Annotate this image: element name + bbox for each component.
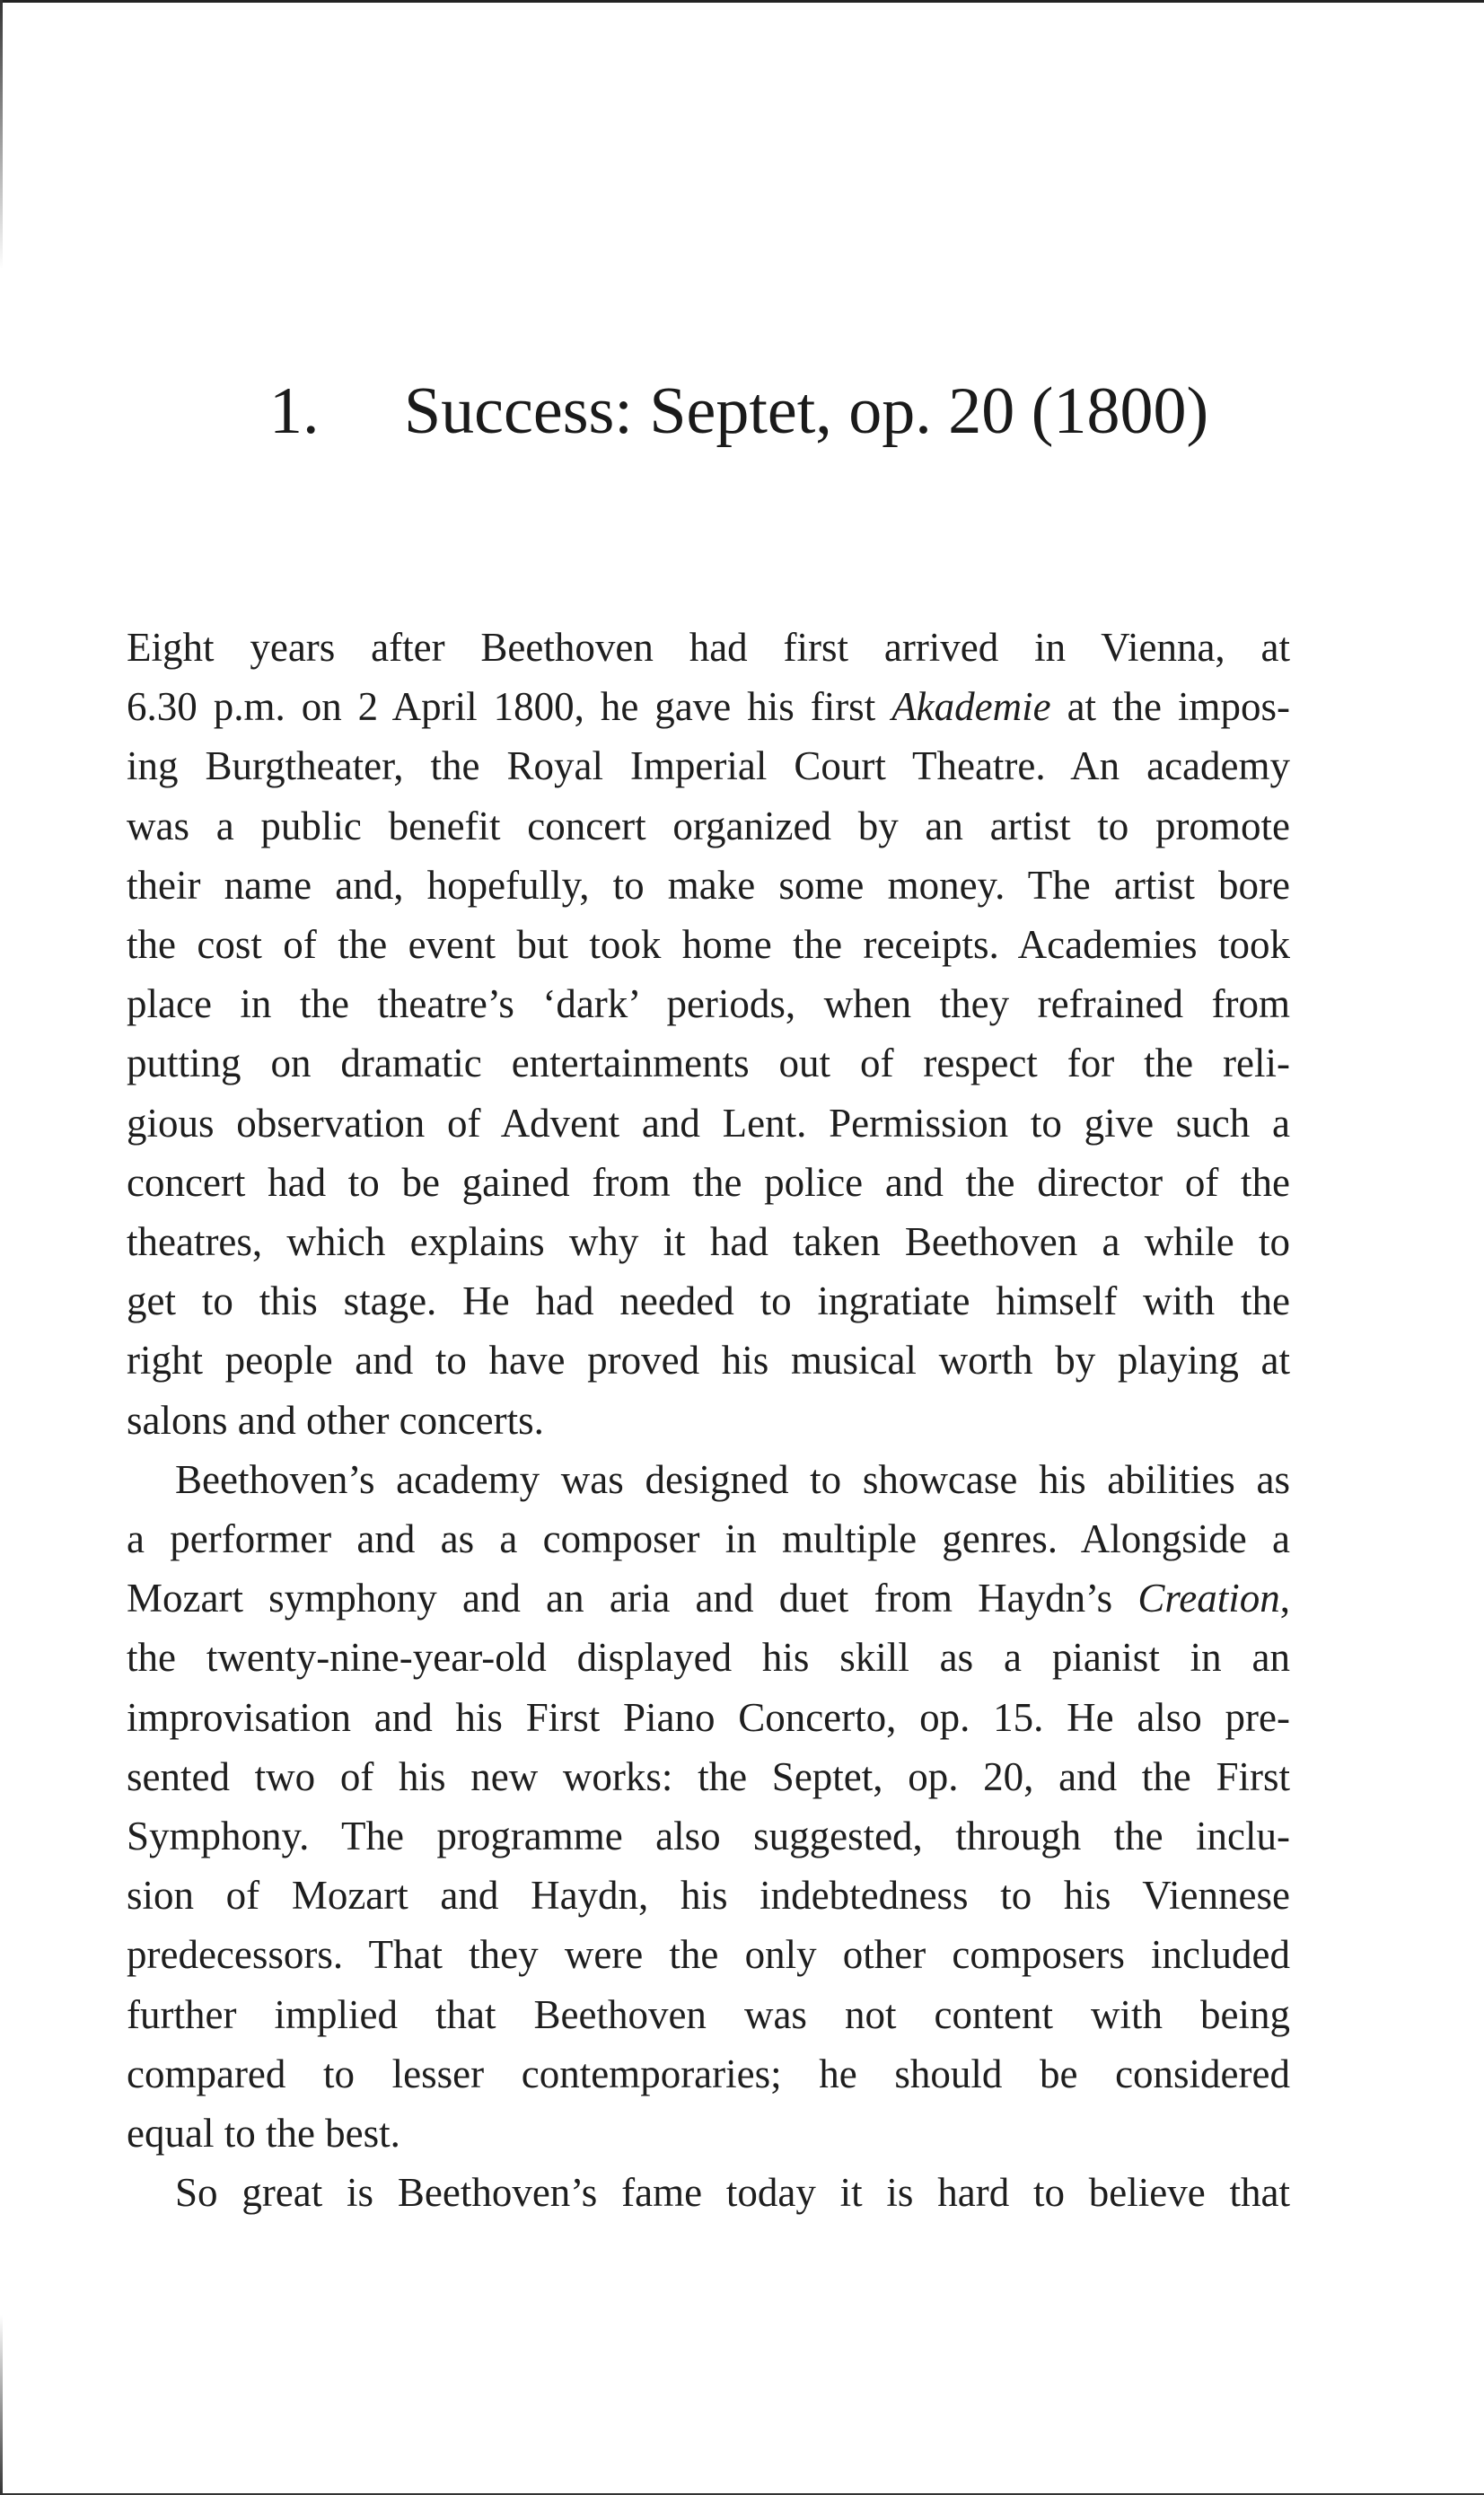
text-line: gious observation of Advent and Lent. Permission to give such a bbox=[127, 1100, 1290, 1146]
text-line: 6.30 p.m. on 2 April 1800, he gave his first Akademie at the impos- bbox=[127, 684, 1290, 730]
text-line: Mozart symphony and an aria and duet from Haydn’s Creation, bbox=[127, 1576, 1290, 1621]
italic-title: Akademie bbox=[891, 684, 1051, 730]
text-line: Beethoven’s academy was designed to showcase his abilities as bbox=[175, 1456, 1290, 1502]
text-line: place in the theatre’s ‘dark’ periods, when they refrained from bbox=[127, 981, 1290, 1027]
text-line: concert had to be gained from the police and the director of the bbox=[127, 1159, 1290, 1205]
text-line: predecessors. That they were the only other composers included bbox=[127, 1932, 1290, 1978]
text-line: compared to lesser contemporaries; he should be considered bbox=[127, 2051, 1290, 2096]
text-line: was a public benefit concert organized by an artist to promote bbox=[127, 803, 1290, 848]
text-line: Symphony. The programme also suggested, through the inclu- bbox=[127, 1814, 1290, 1859]
chapter-number: 1. bbox=[269, 374, 320, 448]
text-line: ing Burgtheater, the Royal Imperial Court Theatre. An academy bbox=[127, 743, 1290, 789]
text-line: a performer and as a composer in multiple genres. Alongside a bbox=[127, 1516, 1290, 1562]
page-left-edge-shadow-bottom bbox=[0, 2315, 3, 2495]
text-line: further implied that Beethoven was not content with being bbox=[127, 1991, 1290, 2037]
text-line: their name and, hopefully, to make some money. The artist bore bbox=[127, 862, 1290, 908]
paragraph bbox=[127, 618, 1290, 1450]
text-line: So great is Beethoven’s fame today it is hard to believe that bbox=[175, 2170, 1290, 2216]
text-line: sion of Mozart and Haydn, his indebtedness to his Viennese bbox=[127, 1873, 1290, 1919]
text-line: putting on dramatic entertainments out of respect for the reli- bbox=[127, 1041, 1290, 1086]
text-line: theatres, which explains why it had taken Beethoven a while to bbox=[127, 1219, 1290, 1265]
text-line: get to this stage. He had needed to ingratiate himself with the bbox=[127, 1278, 1290, 1324]
page-top-edge bbox=[0, 0, 1484, 3]
text-line: improvisation and his First Piano Concerto, op. 15. He also pre- bbox=[127, 1694, 1290, 1740]
text-line: right people and to have proved his musical worth by playing at bbox=[127, 1338, 1290, 1384]
paragraph bbox=[127, 2163, 1290, 2222]
page-left-edge-shadow bbox=[0, 0, 3, 269]
text-line: sented two of his new works: the Septet, op. 20, and the First bbox=[127, 1753, 1290, 1799]
text-line: the cost of the event but took home the receipts. Academies took bbox=[127, 922, 1290, 968]
text-line: salons and other concerts. bbox=[127, 1397, 544, 1443]
body-text bbox=[127, 618, 1290, 2222]
italic-title: Creation bbox=[1137, 1576, 1280, 1621]
chapter-heading bbox=[269, 366, 1257, 456]
text-line: equal to the best. bbox=[127, 2111, 400, 2157]
chapter-title: Success: Septet, op. 20 (1800) bbox=[404, 374, 1209, 448]
text-line: Eight years after Beethoven had first arrived in Vienna, at bbox=[127, 625, 1290, 670]
paragraph bbox=[127, 1450, 1290, 2163]
text-line: the twenty-nine-year-old displayed his skill as a pianist in an bbox=[127, 1635, 1290, 1681]
